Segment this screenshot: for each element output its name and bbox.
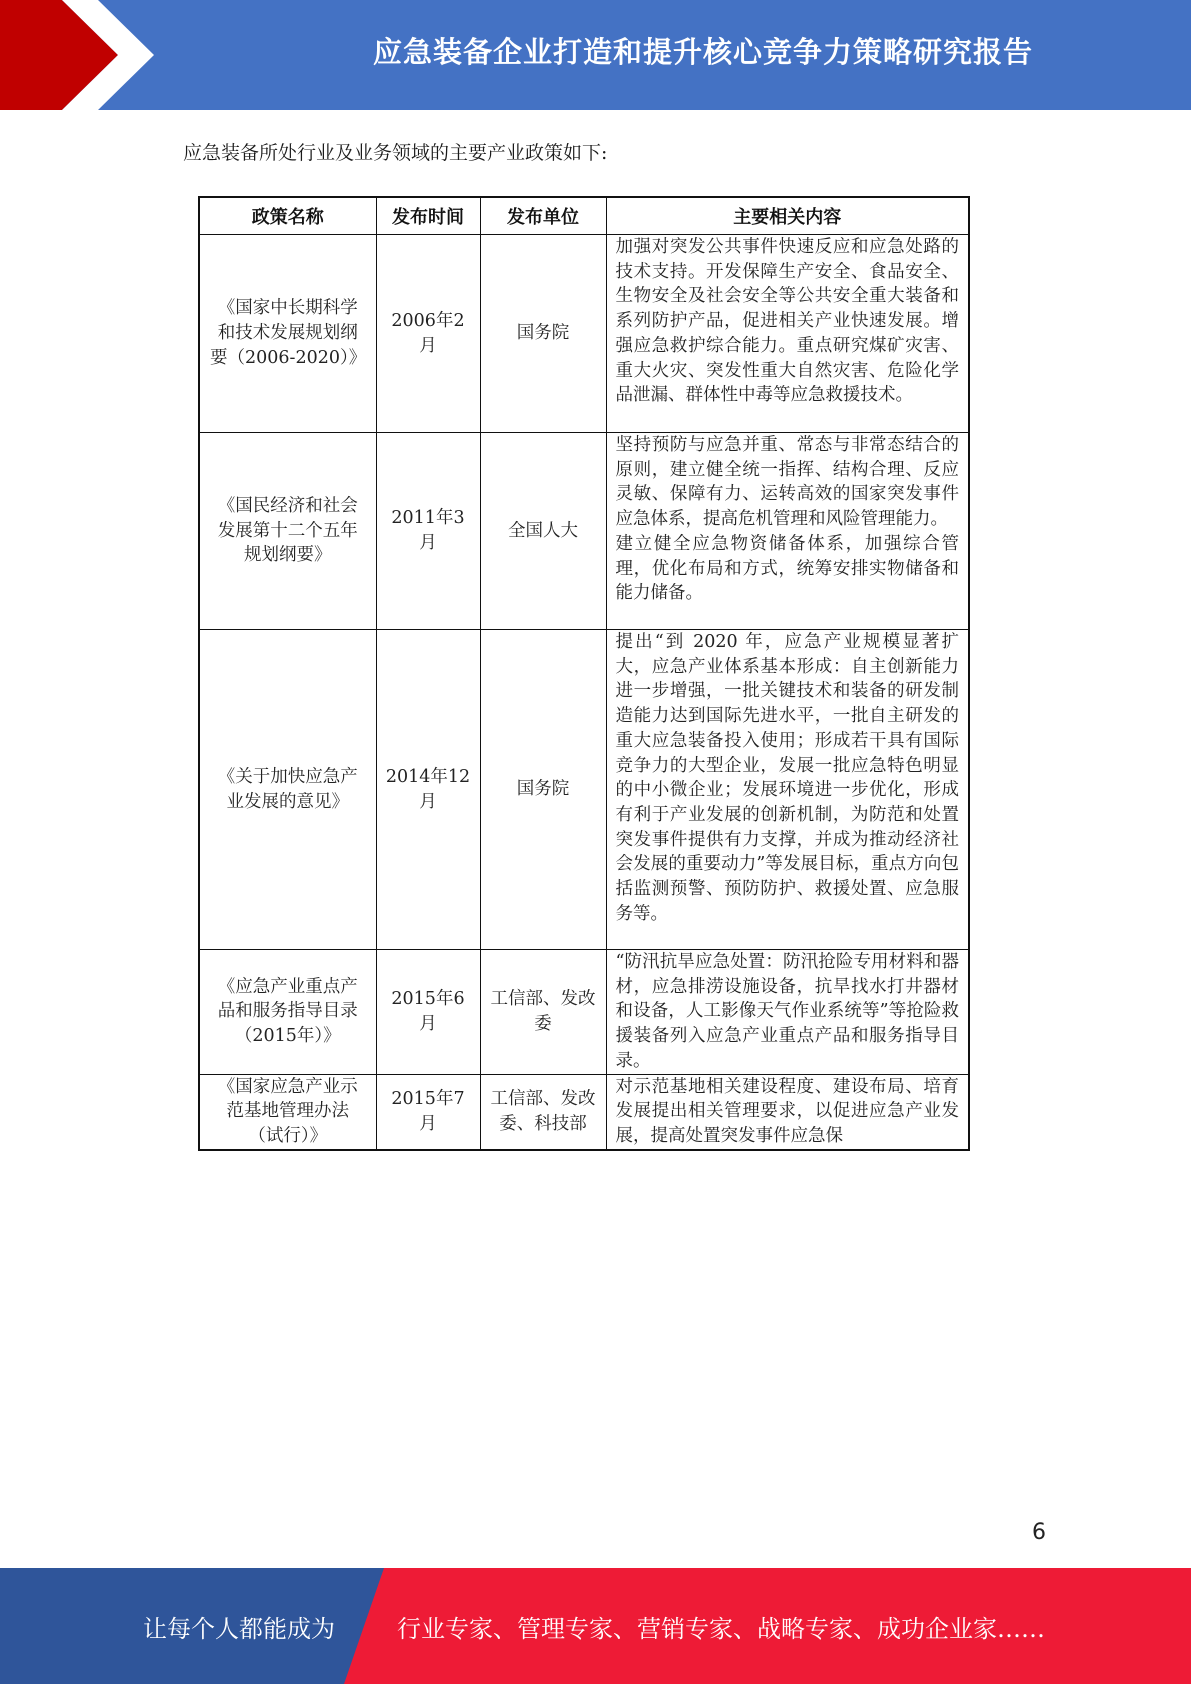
policy-name: 《关于加快应急产业发展的意见》 xyxy=(199,630,376,950)
footer-slogan-left: 让每个人都能成为 xyxy=(143,1614,335,1643)
policy-issuer: 工信部、发改委、科技部 xyxy=(480,1074,606,1150)
header-issuer: 发布单位 xyxy=(480,197,606,235)
intro-text: 应急装备所处行业及业务领域的主要产业政策如下: xyxy=(183,142,608,164)
page-number: 6 xyxy=(1032,1520,1046,1545)
policy-name: 《国民经济和社会发展第十二个五年规划纲要》 xyxy=(199,433,376,630)
policy-date: 2011年3月 xyxy=(376,433,480,630)
policy-date: 2014年12月 xyxy=(376,630,480,950)
footer-slogan-right: 行业专家、管理专家、营销专家、战略专家、成功企业家…… xyxy=(397,1614,1045,1643)
policy-content xyxy=(606,433,969,630)
policy-content xyxy=(606,630,969,950)
policy-content-paragraph: “防汛抗旱应急处置：防汛抢险专用材料和器材，应急排涝设施设备，抗旱找水打井器材和设备，人工影像天气作业系统等”等抢险救援装备列入应急产业重点产品和服务指导目录。 xyxy=(615,952,959,1071)
table-row xyxy=(199,433,969,630)
page-header xyxy=(0,0,1191,110)
table-row xyxy=(199,235,969,433)
policy-date: 2015年6月 xyxy=(376,950,480,1075)
policy-issuer: 全国人大 xyxy=(480,433,606,630)
policy-content-paragraph: 建立健全应急物资储备体系，加强综合管理，优化布局和方式，统筹安排实物储备和能力储备。 xyxy=(615,533,959,604)
policy-content-paragraph: 坚持预防与应急并重、常态与非常态结合的原则，建立健全统一指挥、结构合理、反应灵敏、保障有力、运转高效的国家突发事件应急体系，提高危机管理和风险管理能力。 xyxy=(615,435,959,530)
header-main-content: 主要相关内容 xyxy=(606,197,969,235)
policy-issuer: 工信部、发改委 xyxy=(480,950,606,1075)
policy-content-paragraph: 提出“到 2020 年，应急产业规模显著扩大，应急产业体系基本形成：自主创新能力进一步增强，一批关键技术和装备的研发制造能力达到国际先进水平，一批自主研发的重大应急装备投入使用；形成若干具有国际竞争力的大型企业，发展一批应急特色明显的中小微企业；发展环境进一步优化，形成有利于产业发展的创新机制，为防范和处置突发事件提供有力支撑，并成为推动经济社会发展的重要动力”等发展目标，重点方向包括监测预警、预防防护、救援处置、应急服务等。 xyxy=(615,632,959,924)
table-header-row xyxy=(199,197,969,235)
policy-content-paragraph: 加强对突发公共事件快速反应和应急处路的技术支持。开发保障生产安全、食品安全、生物安全及社会安全等公共安全重大装备和系列防护产品，促进相关产业快速发展。增强应急救护综合能力。重点研究煤矿灾害、重大火灾、突发性重大自然灾害、危险化学品泄漏、群体性中毒等应急救援技术。 xyxy=(615,237,959,406)
policy-content xyxy=(606,1074,969,1150)
policy-name: 《国家应急产业示范基地管理办法（试行）》 xyxy=(199,1074,376,1150)
header-title: 应急装备企业打造和提升核心竞争力策略研究报告 xyxy=(372,34,1033,69)
header-release-date: 发布时间 xyxy=(376,197,480,235)
policy-content xyxy=(606,235,969,433)
policy-name: 《国家中长期科学和技术发展规划纲要（2006-2020）》 xyxy=(199,235,376,433)
policy-content xyxy=(606,950,969,1075)
table-row xyxy=(199,1074,969,1150)
policy-date: 2015年7月 xyxy=(376,1074,480,1150)
policy-issuer: 国务院 xyxy=(480,630,606,950)
policy-table xyxy=(198,196,970,1151)
policy-date: 2006年2月 xyxy=(376,235,480,433)
policy-name: 《应急产业重点产品和服务指导目录（2015年）》 xyxy=(199,950,376,1075)
page-footer xyxy=(0,1568,1191,1684)
table-row xyxy=(199,630,969,950)
policy-issuer: 国务院 xyxy=(480,235,606,433)
policy-content-paragraph: 对示范基地相关建设程度、建设布局、培育发展提出相关管理要求，以促进应急产业发展，提高处置突发事件应急保 xyxy=(615,1076,959,1146)
header-policy-name: 政策名称 xyxy=(199,197,376,235)
table-row xyxy=(199,950,969,1075)
